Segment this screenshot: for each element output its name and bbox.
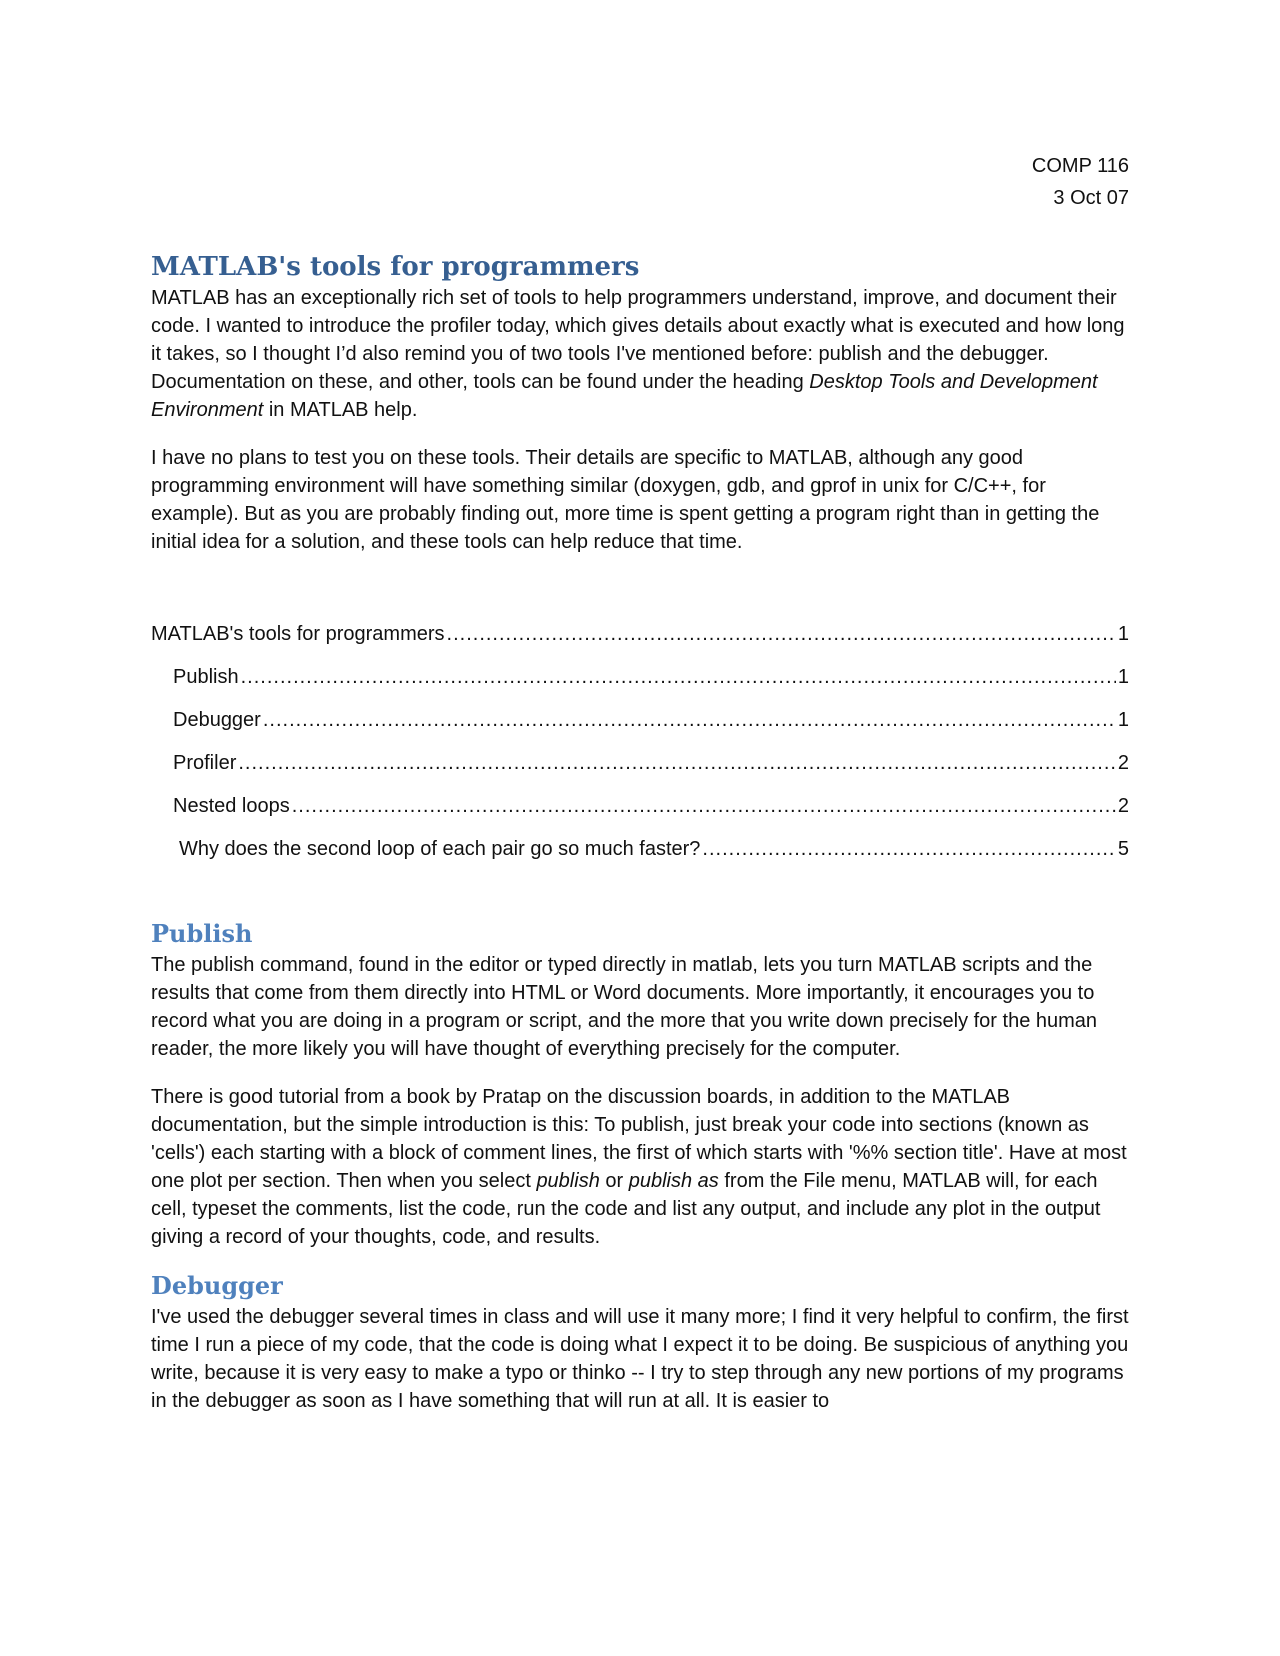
publish-text-a: There is good tutorial from a book by Pratap on the discussion boards, in addition to the MATLAB documentation, but the simple introduction is this: To publish, just break your code into sections (known as 'cells') each starting with a block of comment lines, the first of which starts with '%% section title'. Have at most one plot per section. Then when you select [151, 1086, 1127, 1192]
publish-paragraph-1: The publish command, found in the editor or typed directly in matlab, lets you turn MATLAB scripts and the results that come from them directly into HTML or Word documents. More importantly, it encourages you to record what you are doing in a program or script, and the more that you write down precisely for the human reader, the more likely you will have thought of everything precisely for the computer. [151, 954, 1098, 1060]
toc-leader-dots [241, 663, 1116, 691]
toc-entry-page: 1 [1117, 666, 1129, 688]
intro-text-b: in MATLAB help. [263, 399, 418, 421]
publish-heading: Publish [151, 919, 253, 948]
document-header [151, 150, 1129, 214]
publish-italic-1: publish [536, 1170, 600, 1192]
debugger-heading: Debugger [151, 1271, 283, 1300]
toc-leader-dots [447, 620, 1116, 648]
toc-entry[interactable] [151, 706, 1129, 734]
document-title: MATLAB's tools for programmers [151, 252, 640, 282]
toc-leader-dots [238, 749, 1116, 777]
toc-entry-page: 1 [1117, 709, 1129, 731]
publish-text-or: or [599, 1170, 629, 1192]
toc-entry-label: Why does the second loop of each pair go so much faster? [179, 838, 701, 860]
publish-section [151, 919, 1129, 1251]
toc-entry-label: MATLAB's tools for programmers [151, 623, 445, 645]
intro-paragraph-2: I have no plans to test you on these tools. Their details are specific to MATLAB, although any good programming environment will have something similar (doxygen, gdb, and gprof in unix for C/C++, for example). But as you are probably finding out, more time is spent getting a program right than in getting the initial idea for a solution, and these tools can help reduce that time. [151, 447, 1100, 553]
document-date: 3 Oct 07 [1053, 187, 1129, 209]
publish-paragraph-2 [151, 1083, 1129, 1251]
toc-entry-label: Nested loops [173, 795, 290, 817]
toc-entry[interactable] [151, 835, 1129, 863]
toc-entry-page: 1 [1117, 623, 1129, 645]
course-code: COMP 116 [1031, 155, 1129, 177]
table-of-contents [151, 620, 1129, 863]
toc-leader-dots [292, 792, 1116, 820]
toc-entry-page: 5 [1117, 838, 1129, 860]
toc-entry-label: Publish [173, 666, 239, 688]
publish-text-b: from the File menu, MATLAB will, for each cell, typeset the comments, list the code, run the code and list any output, and include any plot in the output giving a record of your thoughts, code, and results. [151, 1170, 1101, 1248]
intro-text-a: MATLAB has an exceptionally rich set of tools to help programmers understand, improve, and document their code. I wanted to introduce the profiler today, which gives details about exactly what is executed and how long it takes, so I thought I’d also remind you of two tools I've mentioned before: publish and the debugger. Documentation on these, and other, tools can be found under the heading [151, 287, 1125, 393]
toc-entry-page: 2 [1117, 752, 1129, 774]
toc-entry[interactable] [151, 749, 1129, 777]
toc-entry-label: Debugger [173, 709, 261, 731]
document-page [151, 150, 1129, 1435]
intro-paragraph-1 [151, 284, 1129, 424]
toc-entry[interactable] [151, 620, 1129, 648]
toc-leader-dots [702, 835, 1115, 863]
toc-entry-page: 2 [1117, 795, 1129, 817]
publish-italic-2: publish as [628, 1170, 719, 1192]
toc-entry[interactable] [151, 663, 1129, 691]
toc-entry-label: Profiler [173, 752, 237, 774]
intro-text-italic: Desktop Tools and Development Environment [151, 371, 1098, 421]
debugger-paragraph-1: I've used the debugger several times in class and will use it many more; I find it very helpful to confirm, the first time I run a piece of my code, that the code is doing what I expect it to be doing. Be suspicious of anything you write, because it is very easy to make a typo or thinko -- I try to step through any new portions of my programs in the debugger as soon as I have something that will run at all. It is easier to [151, 1306, 1129, 1412]
toc-entry[interactable] [151, 792, 1129, 820]
debugger-section [151, 1271, 1129, 1415]
toc-leader-dots [263, 706, 1116, 734]
